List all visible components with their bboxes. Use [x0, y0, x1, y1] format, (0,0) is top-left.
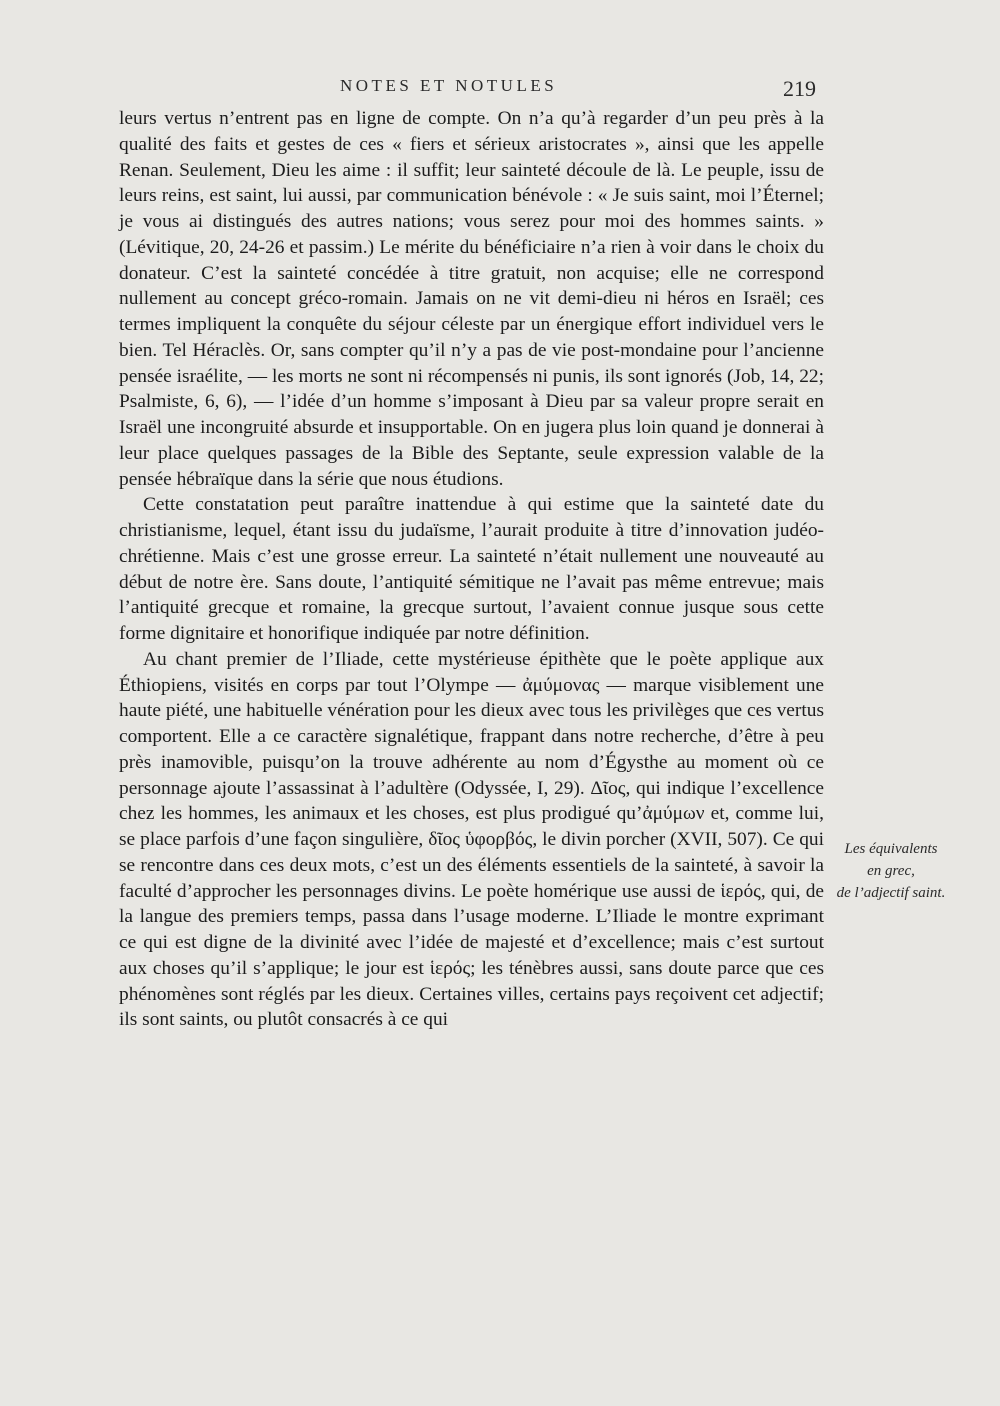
paragraph-2: Cette constatation peut paraître inattendue à qui estime que la sainteté date du christianisme, lequel, étant issu du judaïsme, l’aurait produite à titre d’innovation judéo-chrétienne. Mais c’est une grosse erreur. La sainteté n’était nullement une nouveauté au début de notre ère. Sans doute, l’antiquité sémitique ne l’avait pas même entrevue; mais l’antiquité grecque et romaine, la grecque surtout, l’avaient connue jusque sous cette forme dignitaire et honorifique indiquée par notre définition.: [119, 494, 824, 644]
running-head: [0, 76, 1000, 100]
paragraph-1: leurs vertus n’entrent pas en ligne de compte. On n’a qu’à regarder d’un peu près à la qualité des faits et gestes de ces « fiers et sérieux aristocrates », ainsi que les appelle Renan. Seulement, Dieu les aime : il suffit; leur sainteté découle de là. Le peuple, issu de leurs reins, est saint, lui aussi, par communication bénévole : « Je suis saint, moi l’Éternel; je vous ai distingués des autres nations; vous serez pour moi des hommes saints. » (Lévitique, 20, 24-26 et passim.) Le mérite du bénéficiaire n’a rien à voir dans le choix du donateur. C’est la sainteté concédée à titre gratuit, non acquise; elle ne correspond nullement au concept gréco-romain. Jamais on ne vit demi-dieu ni héros en Israël; ces termes impliquent la conquête du séjour céleste par un énergique effort individuel vers le bien. Tel Héraclès. Or, sans compter qu’il n’y a pas de vie post-mondaine pour l’ancienne pensée israélite, — les morts ne sont ni récompensés ni punis, ils sont ignorés (Job, 14, 22; Psalmiste, 6, 6), — l’idée d’un homme s’imposant à Dieu par sa valeur propre serait en Israël une incongruité absurde et insupportable. On en jugera plus loin quand je donnerai à leur place quelques passages de la Bible des Septante, seule expression valable de la pensée hébraïque dans la série que nous étudions.: [119, 108, 824, 490]
margin-note: [826, 838, 956, 904]
margin-note-line-2: en grec,: [867, 863, 915, 879]
body-text: [119, 106, 824, 1033]
page-number: 219: [783, 76, 816, 101]
running-title: NOTES ET NOTULES: [340, 76, 558, 95]
margin-note-line-3: de l’adjectif saint.: [836, 885, 946, 901]
margin-note-line-1: Les équivalents: [844, 841, 938, 857]
paragraph-3: Au chant premier de l’Iliade, cette mystérieuse épithète que le poète applique aux Éthiopiens, visités en corps par tout l’Olympe — ἀμύμονας — marque visiblement une haute piété, une habituelle vénération pour les dieux avec tous les privilèges que ces vertus comportent. Elle a ce caractère signalétique, frappant dans notre recherche, d’être à peu près inamovible, puisqu’on la trouve adhérente au nom d’Égysthe au moment où ce personnage ajoute l’assassinat à l’adultère (Odyssée, I, 29). Δῖος, qui indique l’excellence chez les hommes, les animaux et les choses, est plus prodigué qu’ἀμύμων et, comme lui, se place parfois d’une façon singulière, δῖος ὑφορβός, le divin porcher (XVII, 507). Ce qui se rencontre dans ces deux mots, c’est un des éléments essentiels de la sainteté, à savoir la faculté d’approcher les personnages divins. Le poète homérique use aussi de ἱερός, qui, de la langue des premiers temps, passa dans l’usage moderne. L’Iliade le montre exprimant ce qui est digne de la divinité avec l’idée de majesté et d’excellence; mais c’est surtout aux choses qu’il s’applique; le jour est ἱερός; les ténèbres aussi, sans doute parce que ces phénomènes sont réglés par les dieux. Certaines villes, certains pays reçoivent cet adjectif; ils sont saints, ou plutôt consacrés à ce qui: [119, 648, 824, 1031]
